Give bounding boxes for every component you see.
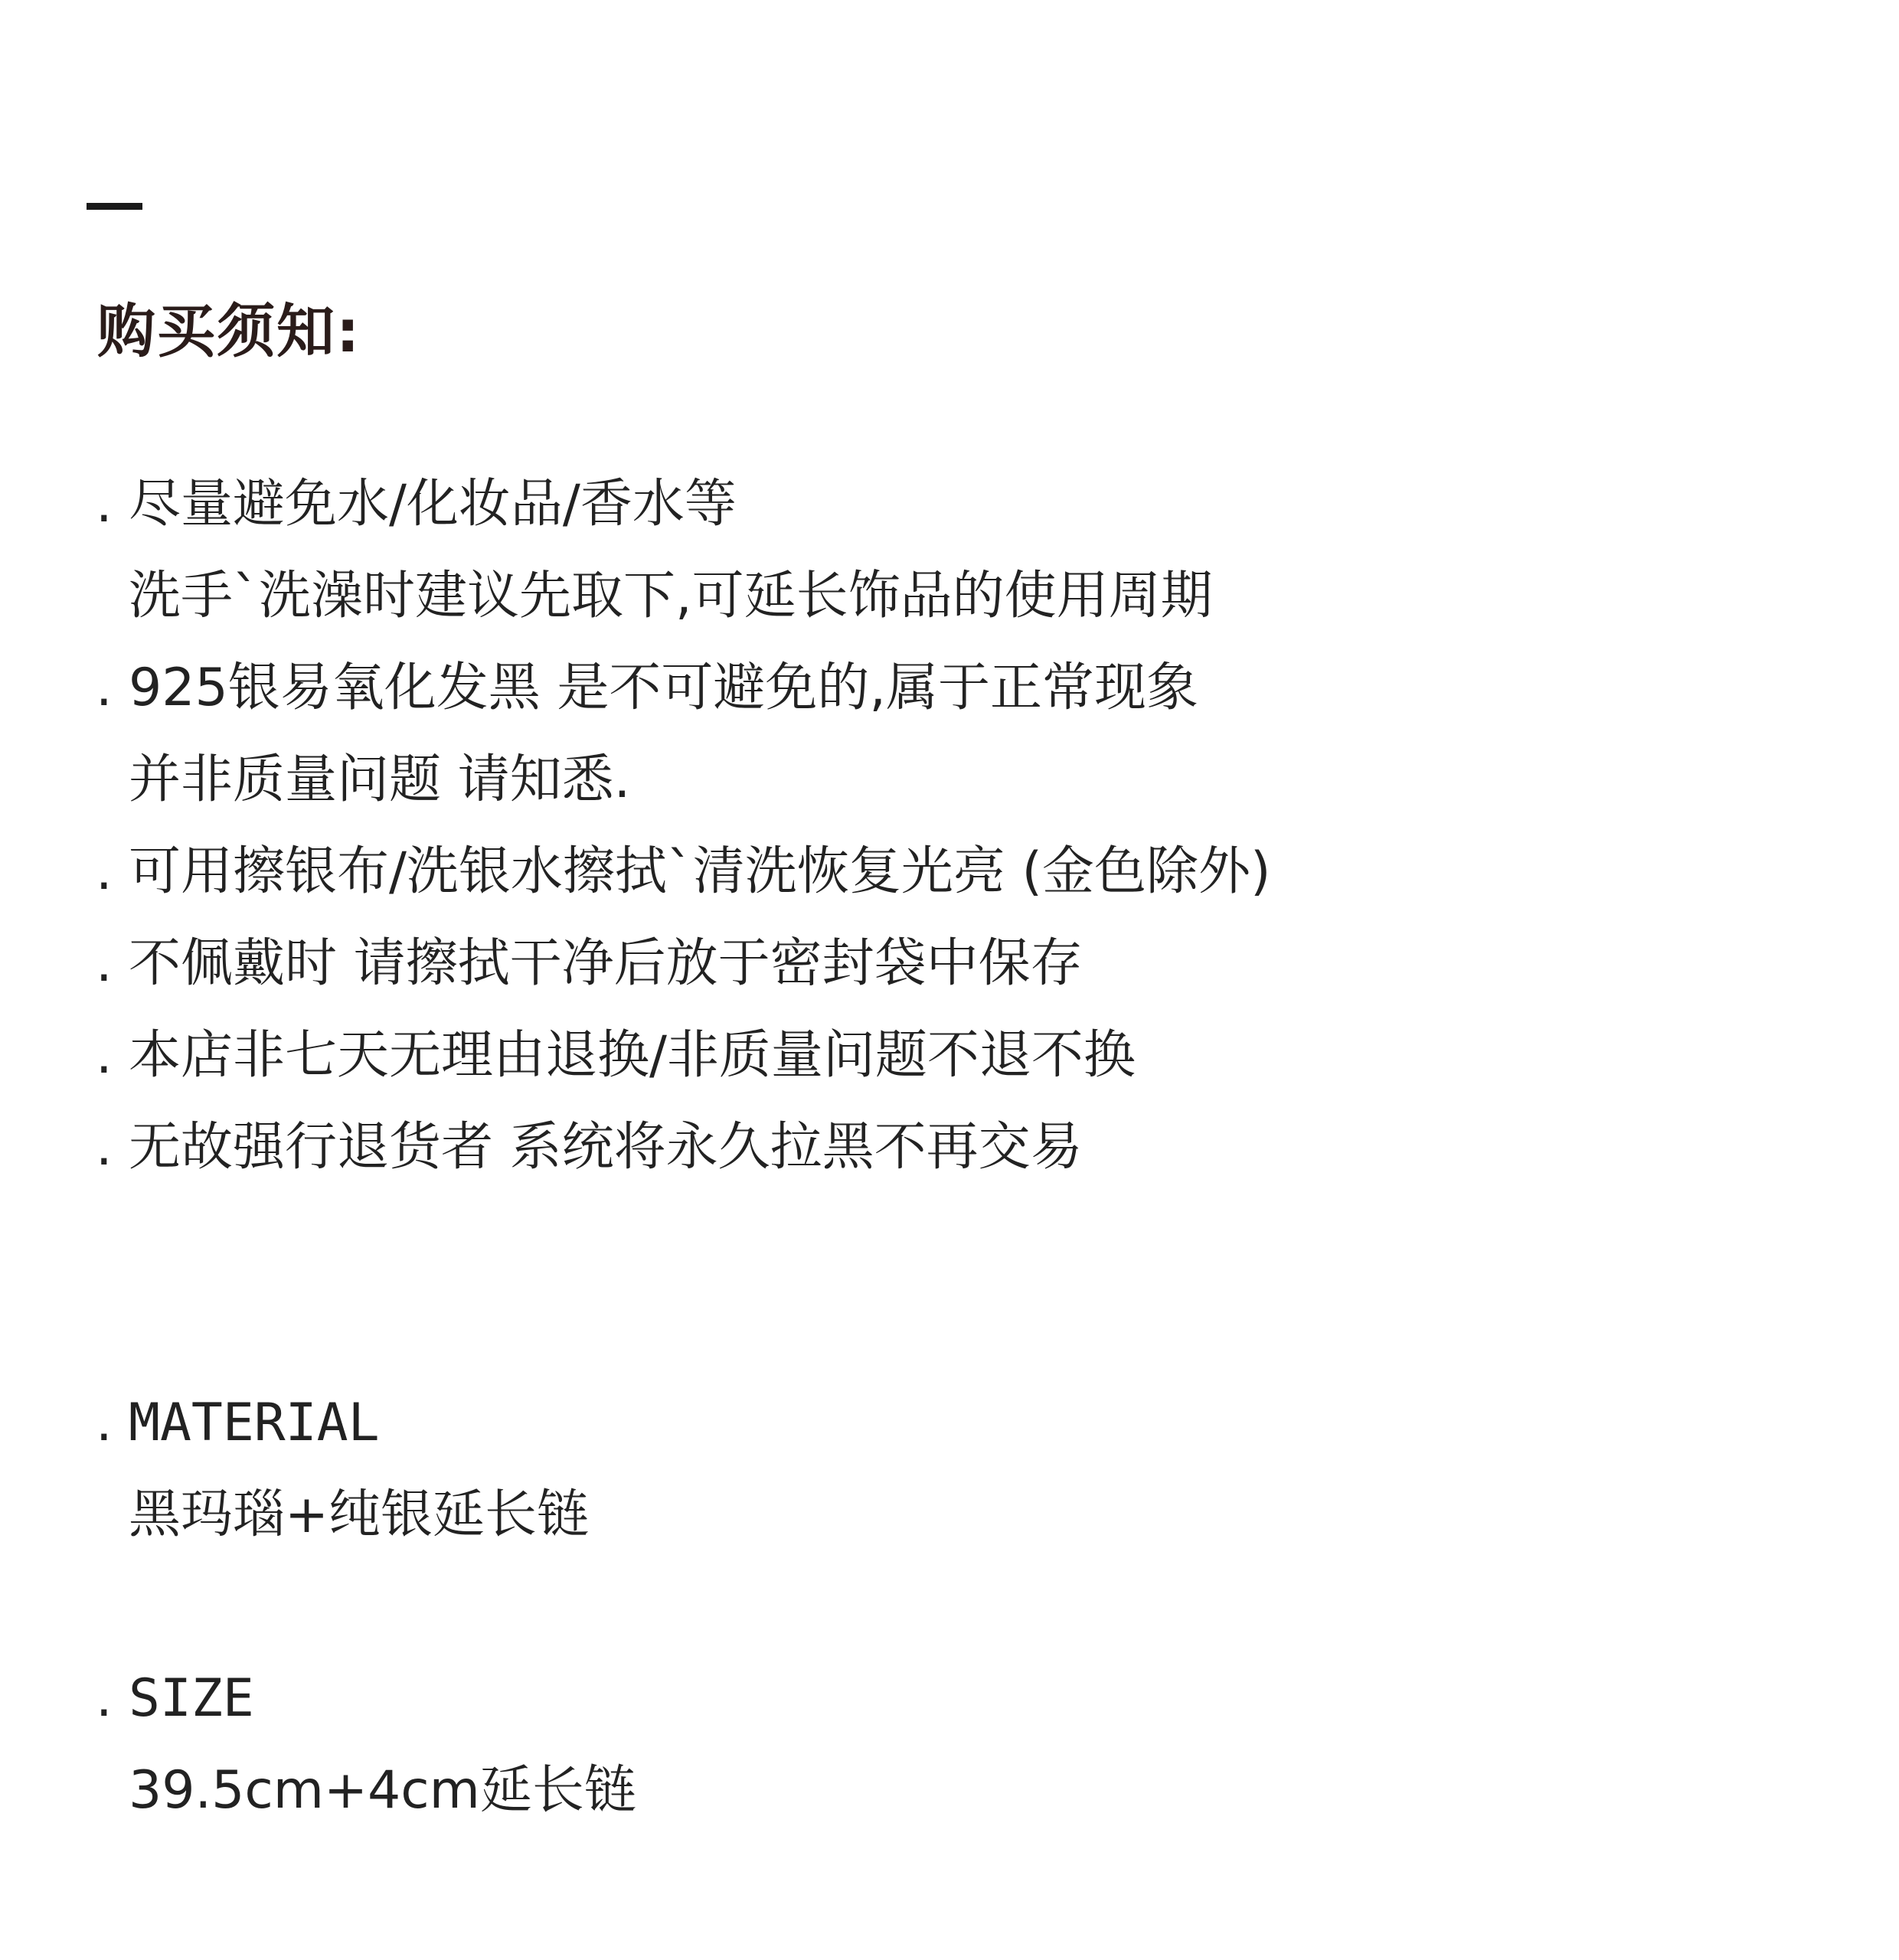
material-value: 黑玛瑙+纯银延长链 bbox=[129, 1485, 589, 1545]
note-text: 洗手`洗澡时建议先取下,可延长饰品的使用周期 bbox=[129, 566, 1213, 626]
note-line bbox=[129, 566, 1213, 626]
size-value: 39.5cm+4cm延长链 bbox=[129, 1760, 636, 1821]
size-label: SIZE bbox=[129, 1668, 254, 1729]
bullet-dot: . bbox=[96, 658, 113, 718]
material-heading bbox=[96, 1393, 380, 1453]
note-text: 925银易氧化发黑 是不可避免的,属于正常现象 bbox=[129, 658, 1199, 718]
note-line bbox=[96, 658, 1199, 718]
note-text: 本店非七天无理由退换/非质量问题不退不换 bbox=[129, 1025, 1136, 1086]
note-text: 可用擦银布/洗银水擦拭`清洗恢复光亮 (金色除外) bbox=[129, 841, 1271, 902]
note-line bbox=[96, 1117, 1083, 1178]
bullet-dot: . bbox=[96, 841, 113, 902]
note-text: 尽量避免水/化妆品/香水等 bbox=[129, 474, 737, 534]
bullet-dot: . bbox=[96, 1025, 113, 1086]
note-line bbox=[96, 933, 1083, 994]
bullet-dot: . bbox=[96, 1117, 113, 1178]
note-text: 不佩戴时 请擦拭干净后放于密封袋中保存 bbox=[129, 933, 1083, 994]
note-text: 并非质量问题 请知悉. bbox=[129, 750, 631, 810]
bullet-dot: . bbox=[96, 1668, 113, 1729]
note-line bbox=[129, 750, 631, 810]
bullet-dot: . bbox=[96, 474, 113, 534]
bullet-dot: . bbox=[96, 1393, 113, 1453]
size-heading bbox=[96, 1668, 254, 1729]
note-text: 无故强行退货者 系统将永久拉黑不再交易 bbox=[129, 1117, 1083, 1178]
page-title: 购买须知: bbox=[97, 297, 361, 365]
note-line bbox=[96, 1025, 1136, 1086]
material-label: MATERIAL bbox=[129, 1393, 380, 1453]
decorative-dash bbox=[87, 203, 142, 210]
note-line bbox=[96, 841, 1271, 902]
note-line bbox=[96, 474, 737, 534]
bullet-dot: . bbox=[96, 933, 113, 994]
